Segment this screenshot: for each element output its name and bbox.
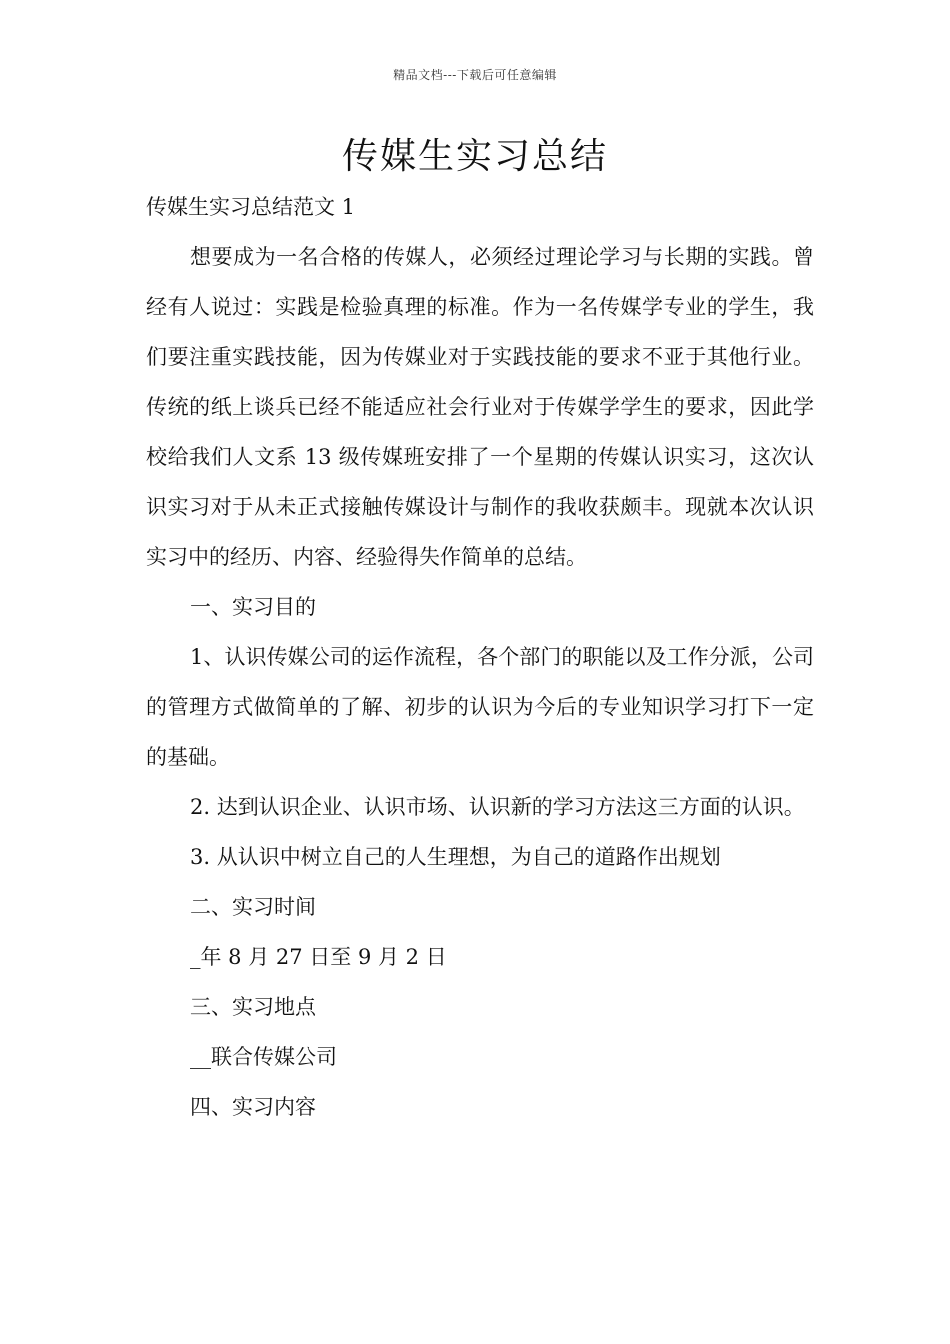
intro-paragraph: 想要成为一名合格的传媒人，必须经过理论学习与长期的实践。曾经有人说过：实践是检验真理的标准。作为一名传媒学专业的学生，我们要注重实践技能，因为传媒业对于实践技能的要求不亚于其他行业。传统的纸上谈兵已经不能适应社会行业对于传媒学学生的要求，因此学校给我们人文系 13 级传媒班安排了一个星期的传媒认识实习，这次认识实习对于从未正式接触传媒设计与制作的我收获颇丰。现就本次认识实习中的经历、内容、经验得失作简单的总结。 [146,245,814,569]
section-heading-content: 四、实习内容 [190,1095,316,1119]
document-title: 传媒生实习总结 [341,136,608,177]
subtitle: 传媒生实习总结范文 1 [146,195,356,219]
section-heading-time: 二、实习时间 [190,895,316,919]
section-heading-purpose: 一、实习目的 [190,595,316,619]
header-note: 精品文档---下载后可任意编辑 [393,68,557,82]
goal-item-3: 3. 从认识中树立自己的人生理想，为自己的道路作出规划 [190,845,721,869]
goal-item-1: 1、认识传媒公司的运作流程，各个部门的职能以及工作分派，公司的管理方式做简单的了解、初步的认识为今后的专业知识学习打下一定的基础。 [146,645,814,769]
section-heading-place: 三、实习地点 [190,995,316,1019]
document-body [146,182,814,1132]
time-value: _年 8 月 27 日至 9 月 2 日 [190,945,447,969]
goal-item-2: 2. 达到认识企业、认识市场、认识新的学习方法这三方面的认识。 [190,795,805,819]
place-value: __联合传媒公司 [190,1045,337,1069]
